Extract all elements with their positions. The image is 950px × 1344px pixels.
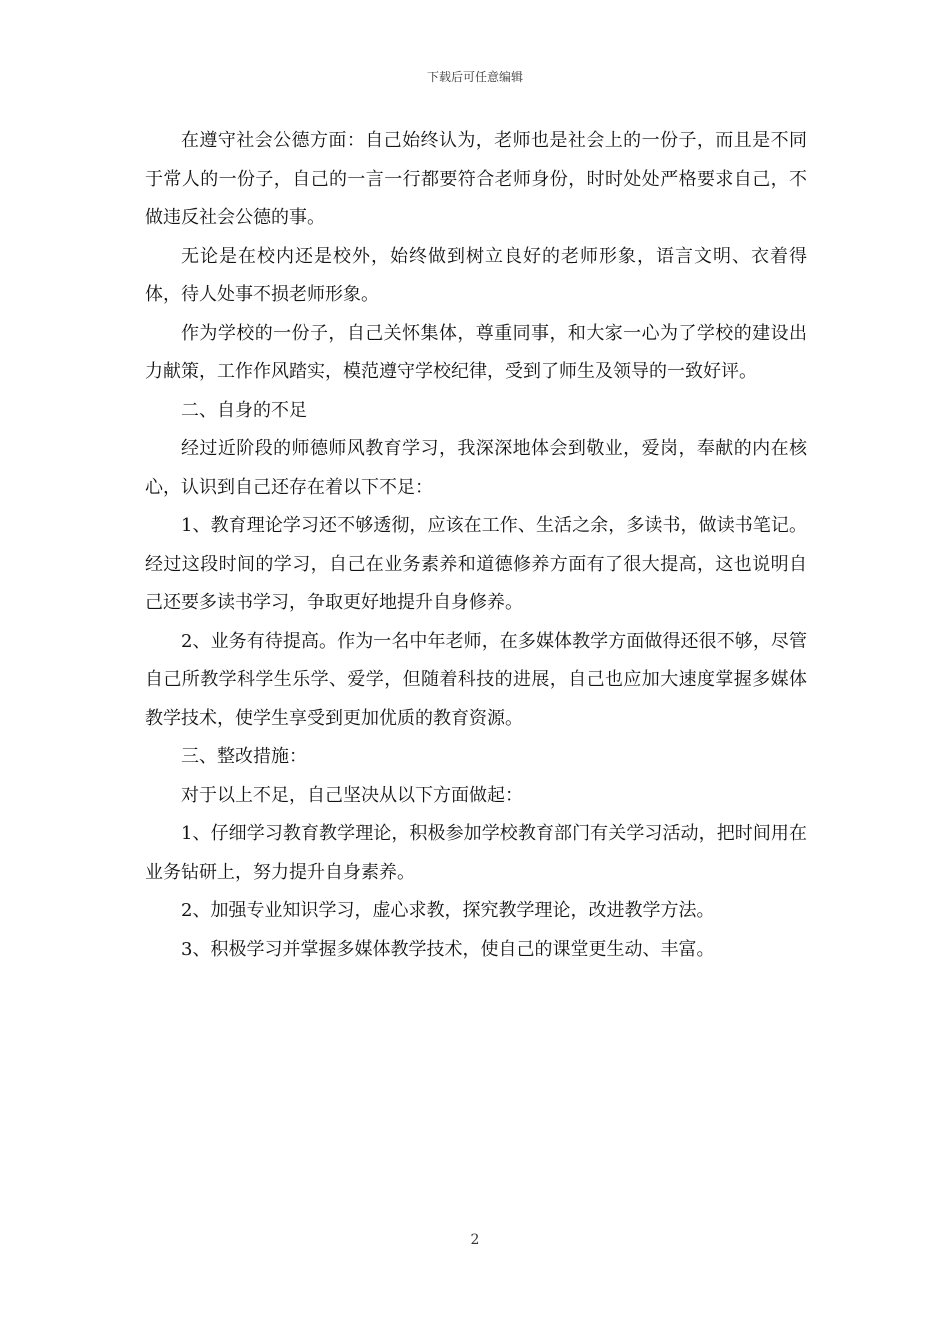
page-number: 2 xyxy=(470,1232,480,1248)
paragraph-collective: 作为学校的一份子，自己关怀集体，尊重同事，和大家一心为了学校的建设出力献策，工作作风踏实，模范遵守学校纪律，受到了师生及领导的一致好评。 xyxy=(145,322,807,382)
section-heading-measures: 三、整改措施： xyxy=(181,746,307,767)
list-item-theory-study: 1、教育理论学习还不够透彻，应该在工作、生活之余，多读书，做读书笔记。经过这段时间的学习，自己在业务素养和道德修养方面有了很大提高，这也说明自己还要多读书学习，争取更好地提升自身修养。 xyxy=(145,515,807,613)
list-item-measure-1: 1、仔细学习教育教学理论，积极参加学校教育部门有关学习活动，把时间用在业务钻研上，努力提升自身素养。 xyxy=(145,823,807,883)
list-item-business-improvement: 2、业务有待提高。作为一名中年老师，在多媒体教学方面做得还很不够，尽管自己所教学科学生乐学、爱学，但随着科技的进展，自己也应加大速度掌握多媒体教学技术，使学生享受到更加优质的教育资源。 xyxy=(145,630,807,729)
page-header: 下载后可任意编辑 xyxy=(426,70,523,84)
paragraph-shortcomings-intro: 经过近阶段的师德师风教育学习，我深深地体会到敬业，爱岗，奉献的内在核心，认识到自己还存在着以下不足： xyxy=(145,438,807,498)
paragraph-teacher-image: 无论是在校内还是校外，始终做到树立良好的老师形象，语言文明、衣着得体，待人处事不损老师形象。 xyxy=(145,245,807,305)
list-item-measure-3: 3、积极学习并掌握多媒体教学技术，使自己的课堂更生动、丰富。 xyxy=(181,938,715,960)
document-body xyxy=(145,122,807,969)
section-heading-shortcomings: 二、自身的不足 xyxy=(181,399,307,421)
list-item-measure-2: 2、加强专业知识学习，虚心求教，探究教学理论，改进教学方法。 xyxy=(181,900,715,921)
paragraph-public-morality: 在遵守社会公德方面：自己始终认为，老师也是社会上的一份子，而且是不同于常人的一份子，自己的一言一行都要符合老师身份，时时处处严格要求自己，不做违反社会公德的事。 xyxy=(145,130,807,228)
paragraph-measures-intro: 对于以上不足，自己坚决从以下方面做起： xyxy=(181,784,523,806)
